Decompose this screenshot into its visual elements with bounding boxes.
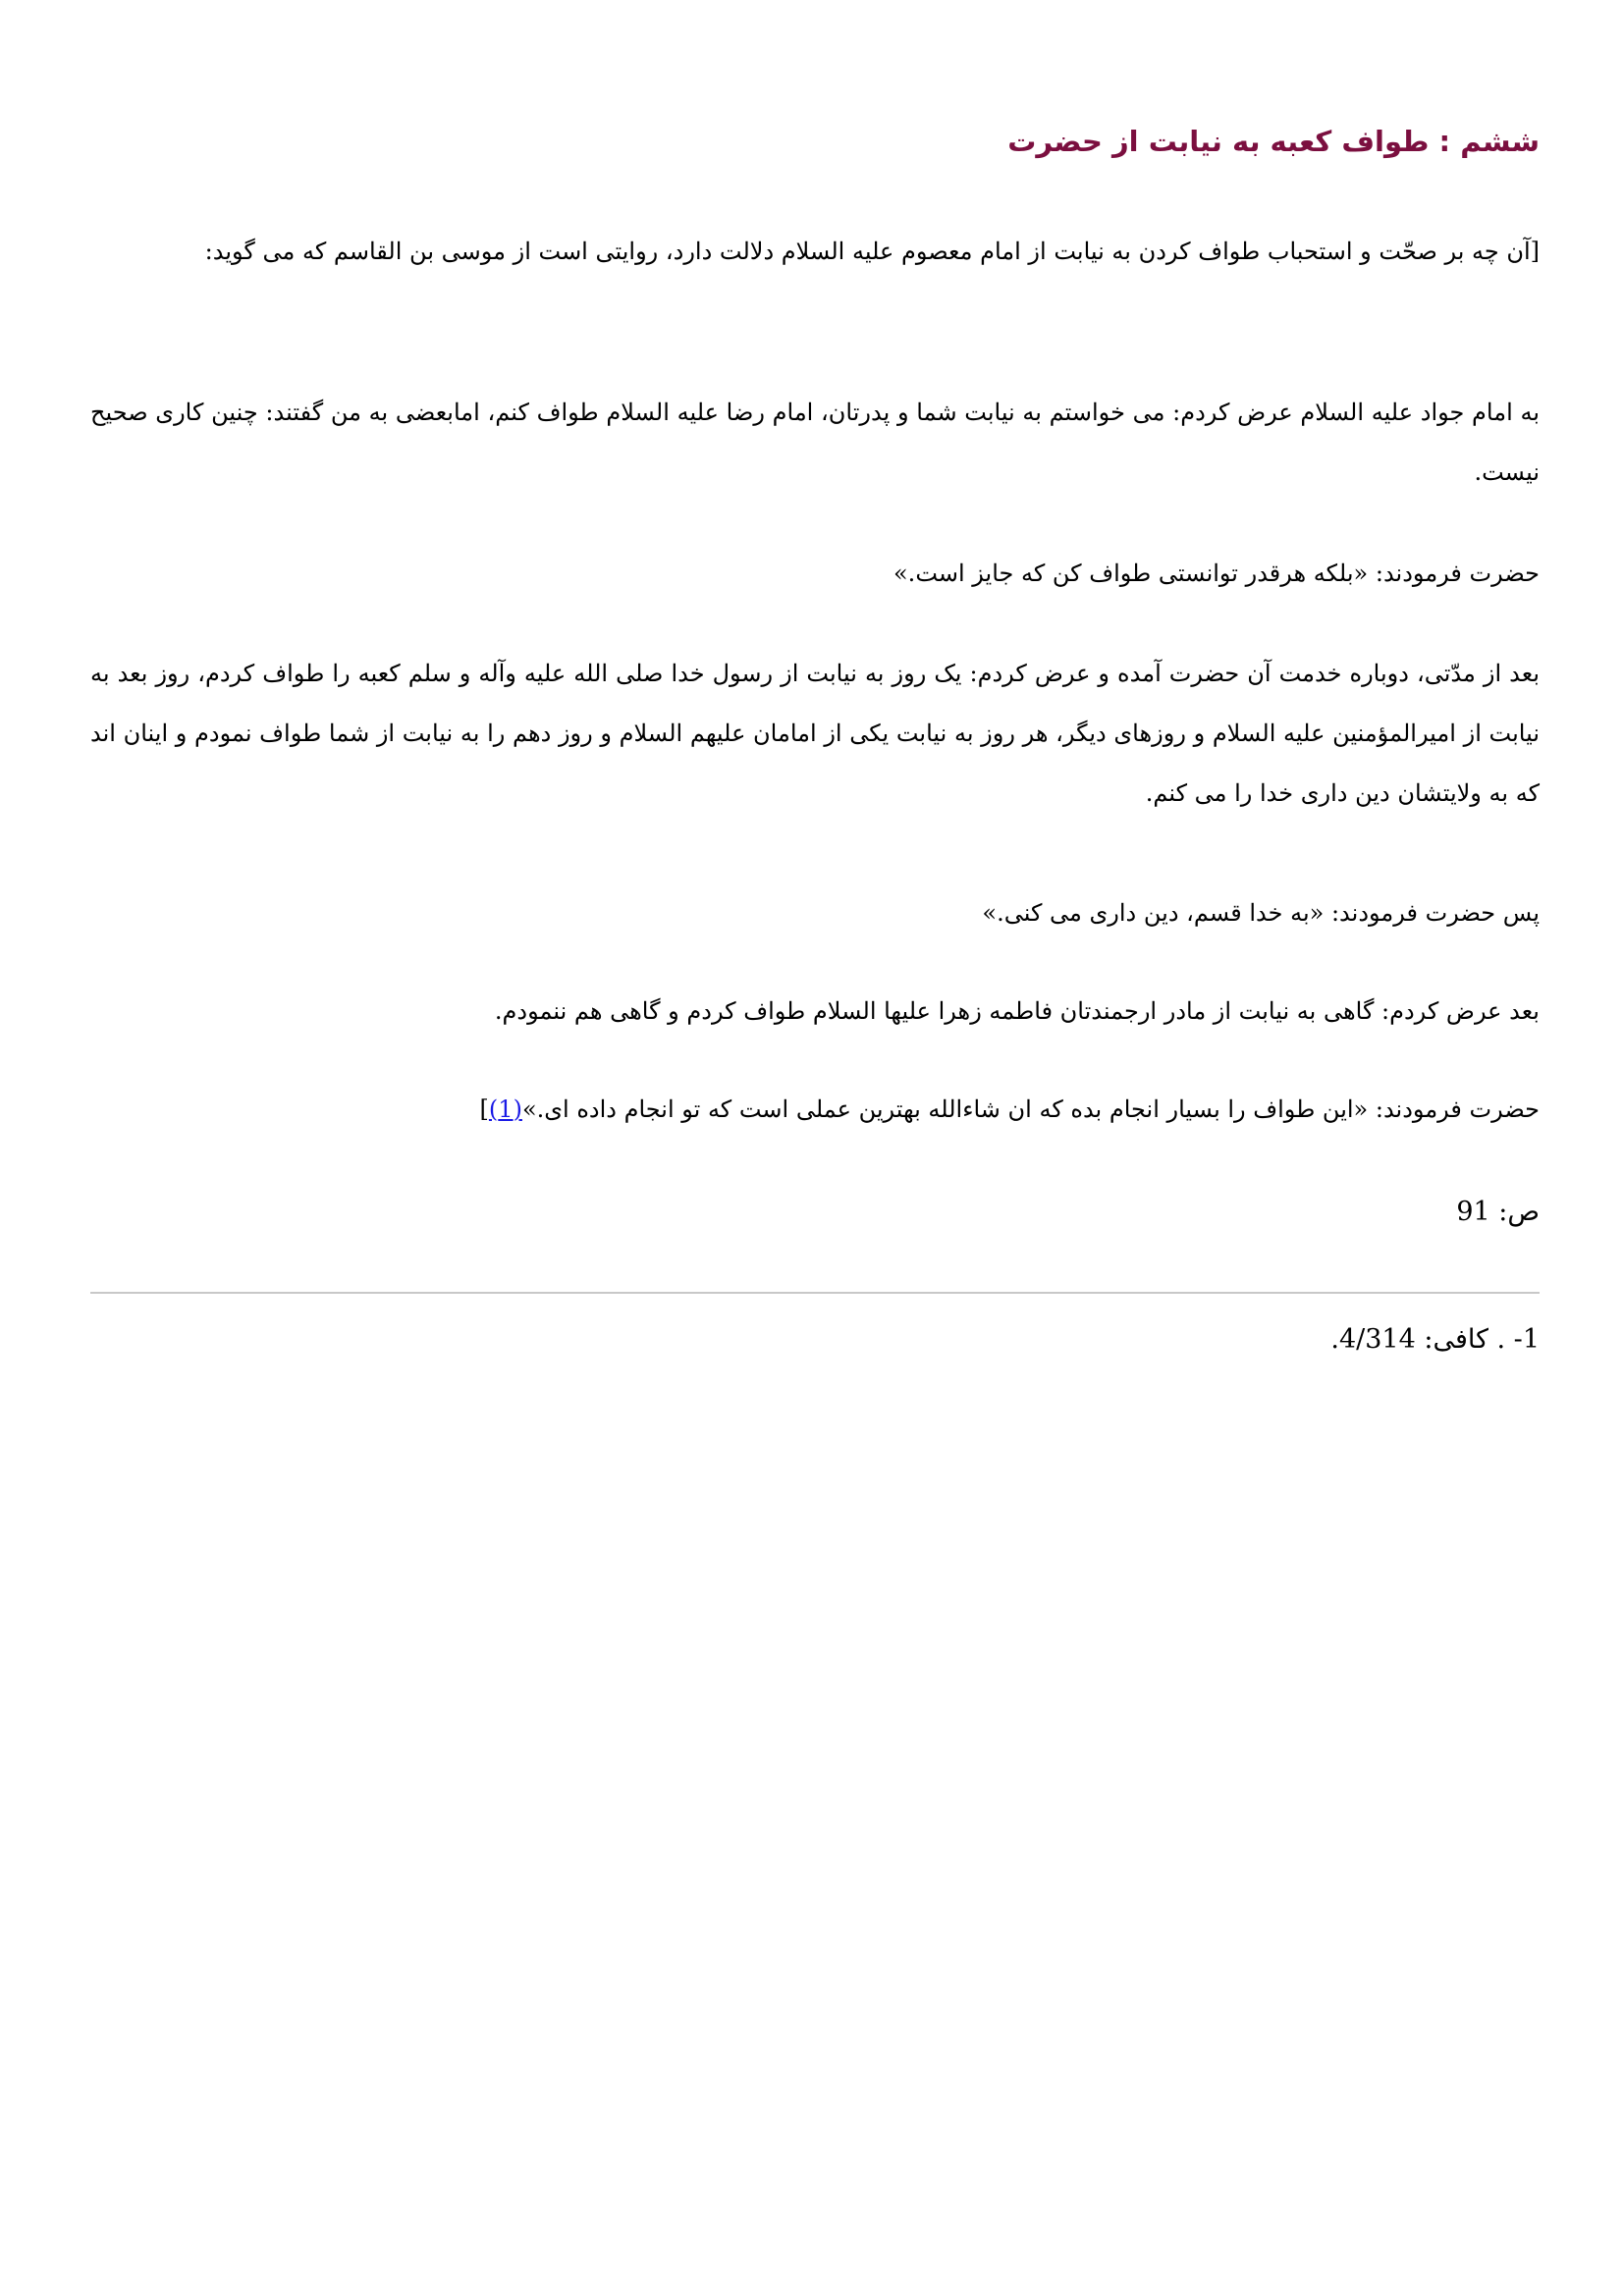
closing-bracket: ] [479, 1095, 489, 1123]
footnote-text: 1- . کافی: 4/314. [1330, 1324, 1540, 1355]
paragraph-fatima: بعد عرض کردم: گاهی به نیابت از مادر ارجمندتان فاطمه زهرا علیها السلام طواف کردم و گاهی هم ننمودم. [494, 997, 1540, 1025]
paragraph-final [90, 1080, 1540, 1140]
paragraph-answer: حضرت فرمودند: «بلکه هرقدر توانستی طواف کن که جایز است.» [893, 560, 1540, 587]
paragraph-oath: پس حضرت فرمودند: «به خدا قسم، دین داری می کنی.» [982, 899, 1540, 927]
paragraph-question: به امام جواد علیه السلام عرض کردم: می خواستم به نیابت شما و پدرتان، امام رضا علیه السلام طواف کنم، امابعضی به من گفتند: چنین کاری صحیح نیست. [90, 399, 1540, 486]
footnote-reference-link[interactable]: (1) [488, 1095, 522, 1123]
footnote-divider [90, 1292, 1540, 1294]
final-paragraph-text: حضرت فرمودند: «این طواف را بسیار انجام بده که ان شاءالله بهترین عملی است که تو انجام داده ای.» [521, 1095, 1540, 1123]
paragraph-intro: [آن چه بر صحّت و استحباب طواف کردن به نیابت از امام معصوم علیه السلام دلالت دارد، روایتی است از موسی بن القاسم که می گوید: [204, 238, 1540, 265]
paragraph-later-visit: بعد از مدّتی، دوباره خدمت آن حضرت آمده و عرض کردم: یک روز به نیابت از رسول خدا صلی الله علیه وآله و سلم کعبه را طواف کردم، روز بعد به نیابت از امیرالمؤمنین علیه السلام و روزهای دیگر، هر روز به نیابت یکی از امامان علیهم السلام و روز دهم را به نیابت از شما طواف نمودم و اینان اند که به ولایتشان دین داری خدا را می کنم. [90, 660, 1540, 807]
page-number: ص: 91 [1456, 1197, 1540, 1227]
section-heading: ششم : طواف کعبه به نیابت از حضرت [1007, 125, 1540, 158]
